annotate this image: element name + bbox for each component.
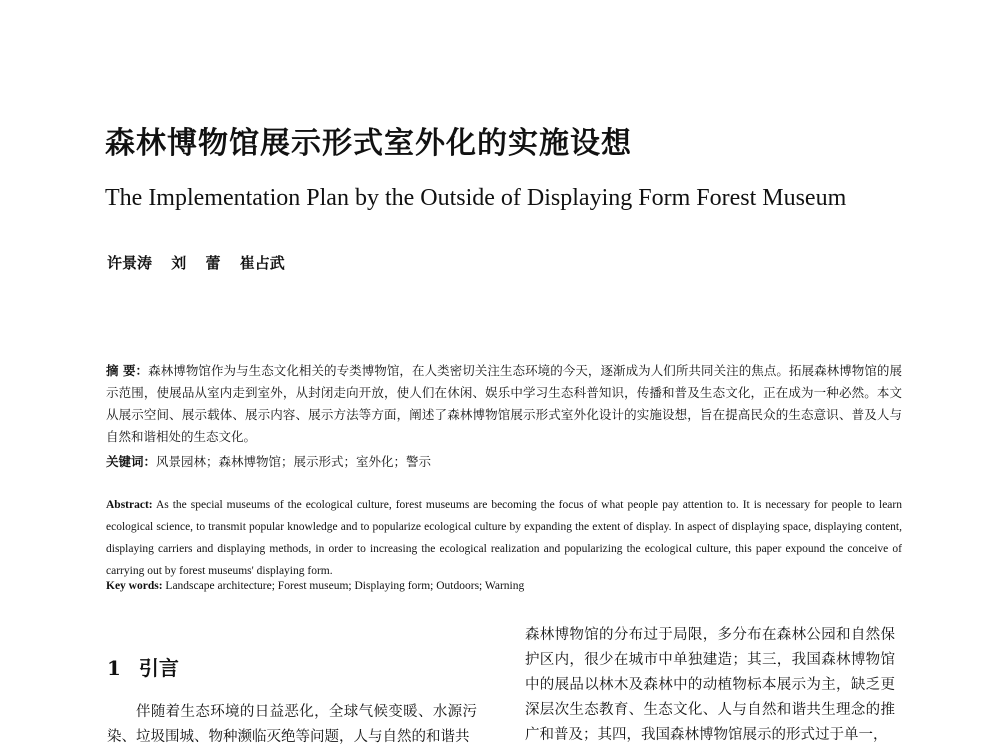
abstract-chinese-text: 森林博物馆作为与生态文化相关的专类博物馆，在人类密切关注生态环境的今天，逐渐成为人们所共同关注的焦点。拓展森林博物馆的展示范围，使展品从室内走到室外，从封闭走向开放，使人们在休闲、娱乐中学习生态科普知识，传播和普及生态文化，正在成为一种必然。本文从展示空间、展示载体、展示内容、展示方法等方面，阐述了森林博物馆展示形式室外化设计的实施设想，旨在提高民众的生态意识、普及人与自然和谐相处的生态文化。 xyxy=(106,363,902,444)
author-name: 许景涛 xyxy=(107,254,153,272)
body-right-column: 森林博物馆的分布过于局限，多分布在森林公园和自然保护区内，很少在城市中单独建造；其三，我国森林博物馆中的展品以林木及森林中的动植物标本展示为主，缺乏更深层次生态教育、生态文化、人与自然和谐共生理念的推广和普及；其四，我国森林博物馆展示的形式过于单一， xyxy=(525,627,895,743)
section-heading xyxy=(107,652,179,681)
keywords-english xyxy=(106,580,524,592)
author-name: 崔占武 xyxy=(239,254,285,272)
article-title-chinese: 森林博物馆展示形式室外化的实施设想 xyxy=(105,126,632,161)
abstract-chinese-label: 摘 要： xyxy=(106,363,149,378)
section-title: 引言 xyxy=(138,656,179,680)
keywords-chinese-label: 关键词： xyxy=(106,454,157,469)
keywords-english-label: Key words: xyxy=(106,580,163,592)
abstract-chinese xyxy=(106,360,902,448)
section-number: 1 xyxy=(107,656,121,680)
keywords-chinese xyxy=(106,451,902,473)
author-list xyxy=(107,252,285,273)
abstract-english-text: As the special museums of the ecological culture, forest museums are becoming the focus of what people pay attention to. It is necessary for people to learn ecological science, to transmit popular knowledge and to popularize ecological culture by expanding the extent of display. In aspect of displaying space, displaying content, displaying carriers and displaying methods, in order to increasing the ecological realization and popularizing the ecological culture, this paper expound the conceive of carrying out by forest museums' displaying form. xyxy=(106,499,902,577)
author-name: 刘 蕾 xyxy=(171,254,221,272)
keywords-chinese-text: 风景园林；森林博物馆；展示形式；室外化；警示 xyxy=(156,454,432,469)
body-left-column: 伴随着生态环境的日益恶化，全球气候变暖、水源污染、垃圾围城、物种濒临灭绝等问题，人与自然的和谐共 xyxy=(107,704,477,745)
keywords-english-text: Landscape architecture; Forest museum; Displaying form; Outdoors; Warning xyxy=(162,580,525,592)
article-title-english: The Implementation Plan by the Outside of Displaying Form Forest Museum xyxy=(105,185,847,211)
abstract-english-label: Abstract: xyxy=(106,499,153,511)
abstract-english xyxy=(106,494,902,582)
